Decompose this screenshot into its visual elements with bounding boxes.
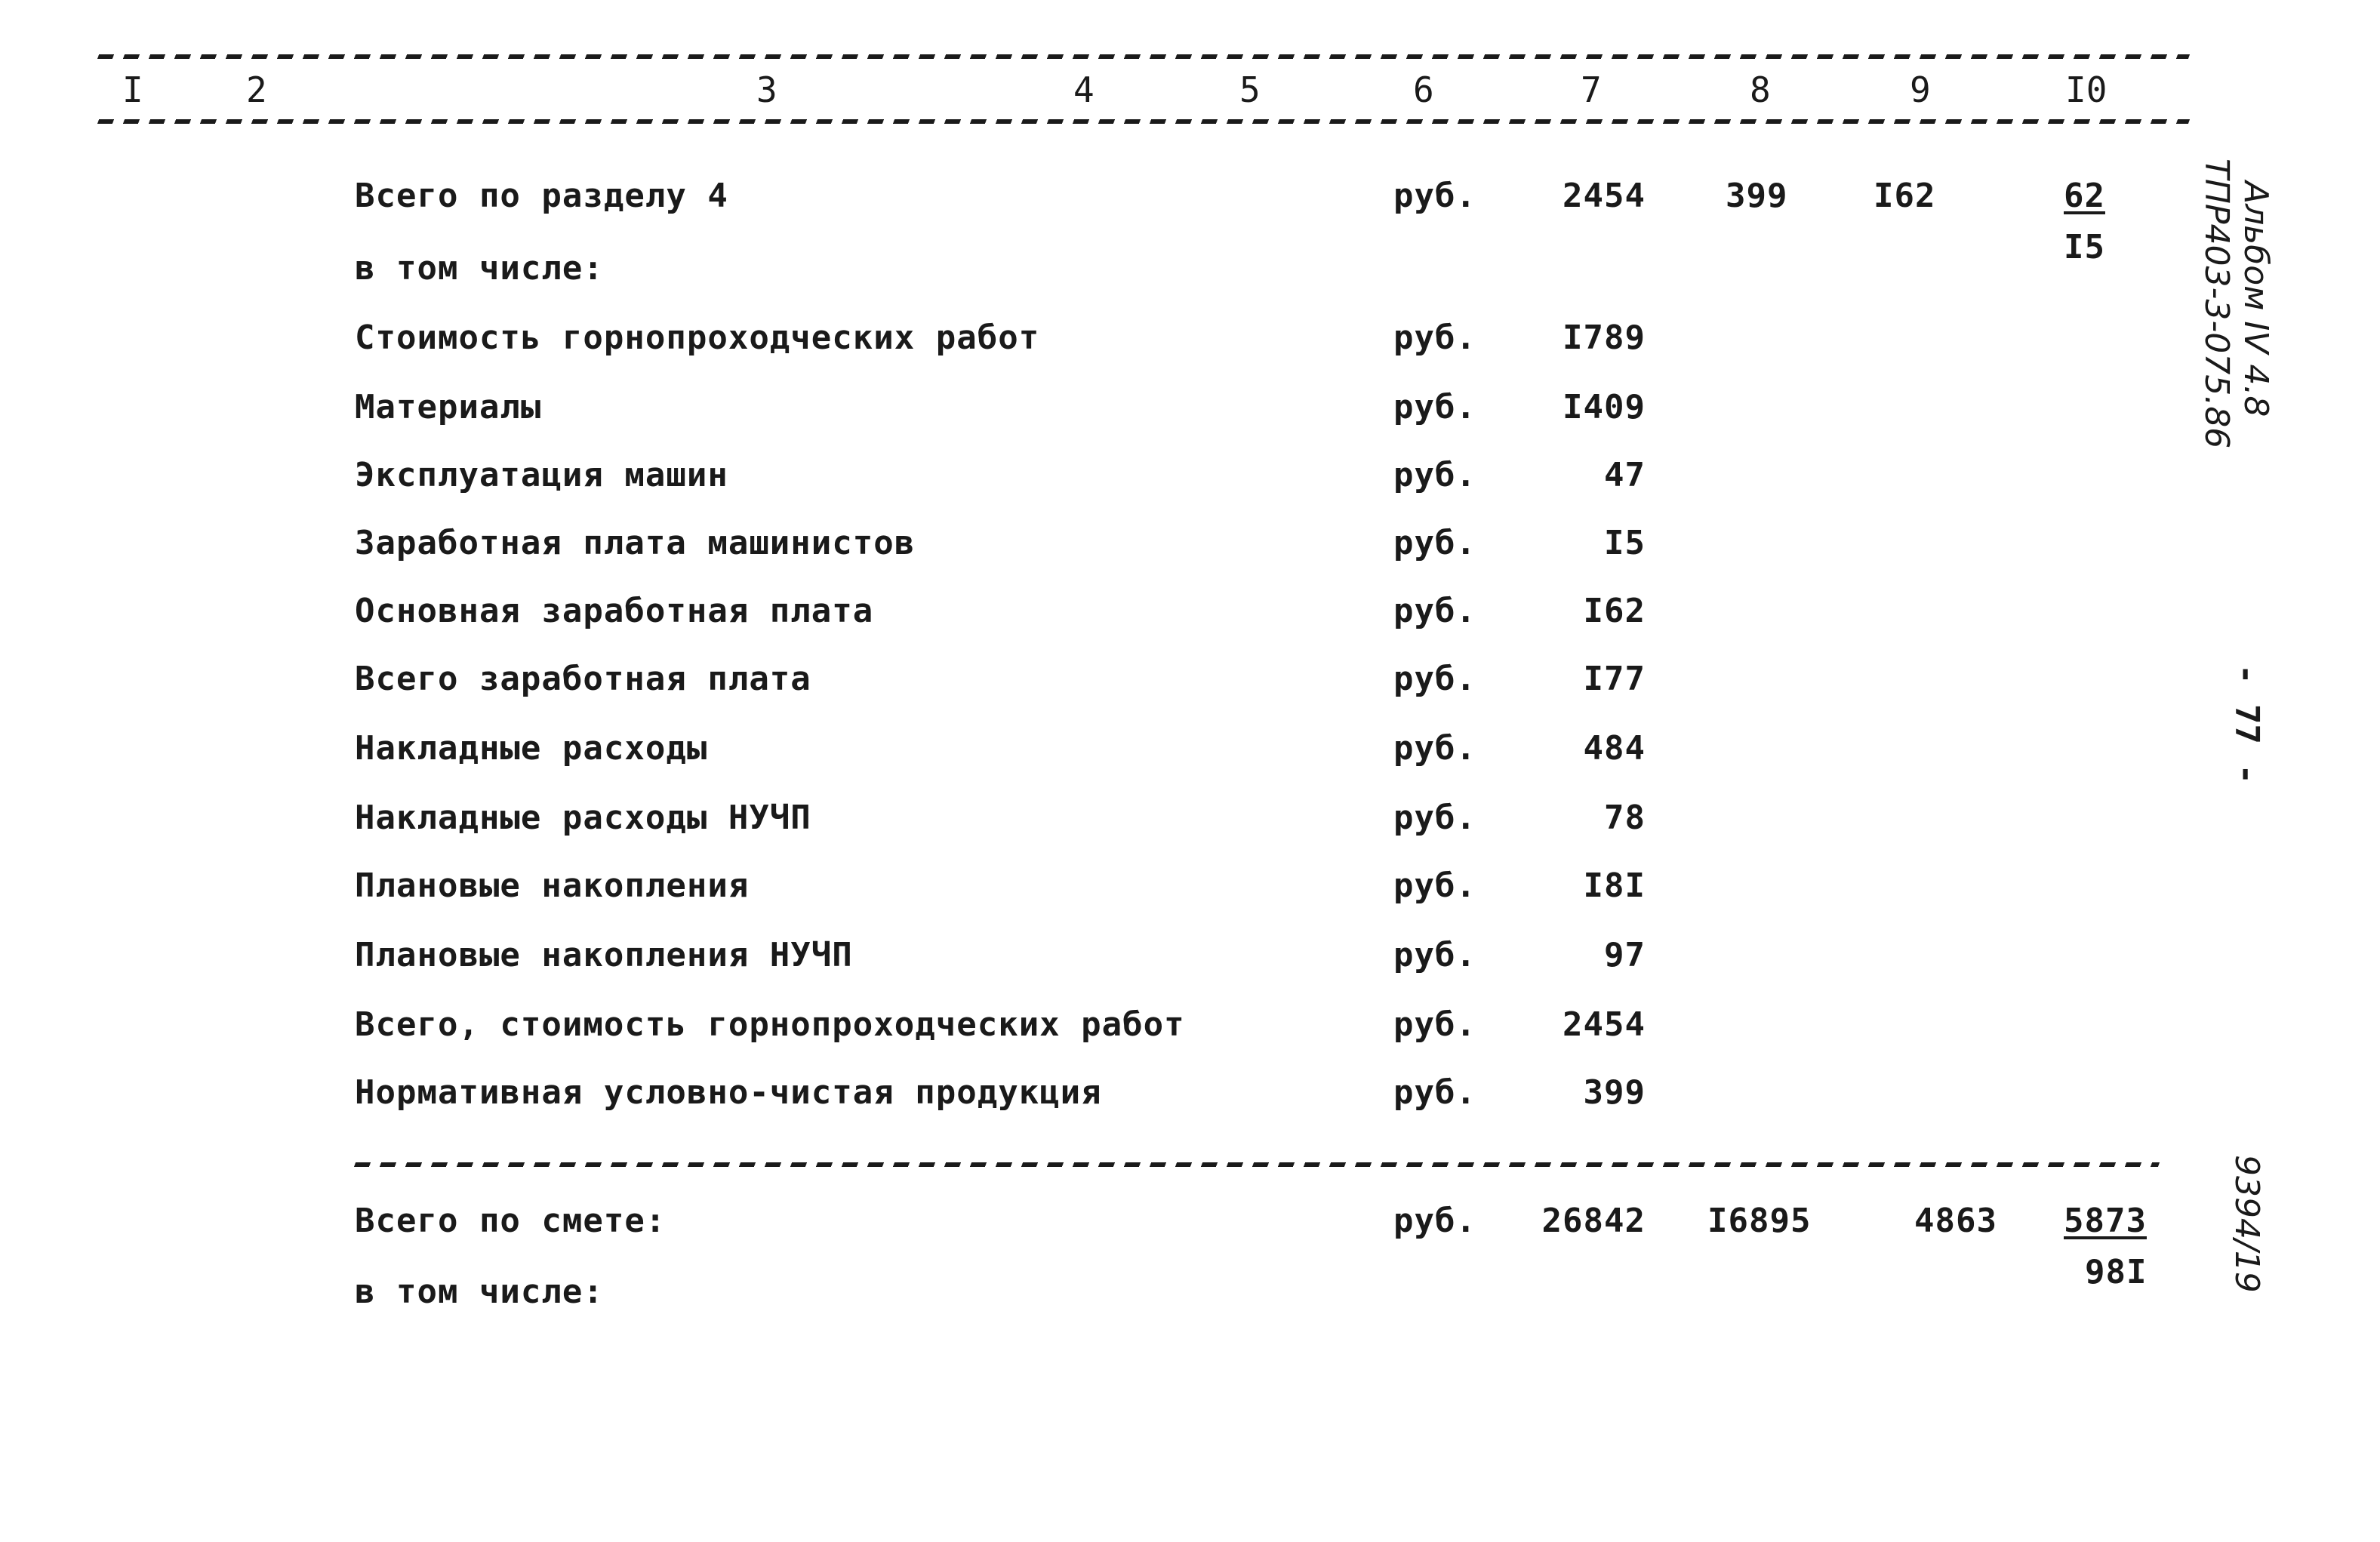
col-header-3: 3 [756, 69, 777, 110]
row-label: Плановые накопления [355, 866, 750, 905]
margin-album-note: Альбом IV 4.8 [2237, 181, 2275, 417]
row-value: 47 [1604, 456, 1646, 494]
estimate-total-col10-top: 5873 [2064, 1202, 2147, 1240]
row-unit: руб. [1393, 1005, 1476, 1044]
section-total-col7: 2454 [1563, 177, 1646, 215]
row-value: I77 [1583, 660, 1646, 698]
col-header-6: 6 [1413, 69, 1434, 110]
estimate-total-col7: 26842 [1541, 1202, 1646, 1240]
row-label: Всего, стоимость горнопроходческих работ [355, 1005, 1185, 1044]
row-unit: руб. [1393, 456, 1476, 494]
col-header-4: 4 [1073, 69, 1095, 110]
section-total-label: Всего по разделу 4 [355, 177, 728, 215]
row-unit: руб. [1393, 524, 1476, 562]
row-label: Заработная плата машинистов [355, 524, 916, 562]
col-header-1: I [122, 69, 143, 110]
estimate-total-col10-bottom: 98I [2085, 1253, 2148, 1291]
estimate-total-label: Всего по смете: [355, 1202, 667, 1240]
col-header-2: 2 [246, 69, 267, 110]
section-total-col8: 399 [1726, 177, 1788, 215]
row-label: Нормативная условно-чистая продукция [355, 1073, 1102, 1112]
row-value: 78 [1604, 799, 1646, 837]
row-unit: руб. [1393, 936, 1476, 974]
including-label: в том числе: [355, 249, 604, 288]
row-value: I62 [1583, 592, 1646, 630]
section-total-col9: I62 [1874, 177, 1936, 215]
col-header-7: 7 [1581, 69, 1602, 110]
section-total-col10-bottom: I5 [2064, 228, 2105, 266]
margin-page-number: - 77 - [2228, 664, 2266, 784]
row-unit: руб. [1393, 592, 1476, 630]
row-unit: руб. [1393, 319, 1476, 357]
including-label-2: в том числе: [355, 1273, 604, 1311]
row-label: Всего заработная плата [355, 660, 811, 698]
total-separator-rule [354, 1162, 2160, 1167]
row-value: I8I [1583, 866, 1646, 905]
col-header-9: 9 [1910, 69, 1931, 110]
row-unit: руб. [1393, 1073, 1476, 1112]
col-header-8: 8 [1750, 69, 1771, 110]
header-top-rule [97, 54, 2190, 59]
row-value: I409 [1563, 388, 1646, 426]
row-label: Накладные расходы НУЧП [355, 799, 811, 837]
row-unit: руб. [1393, 660, 1476, 698]
col-header-10: I0 [2065, 69, 2108, 110]
row-value: 97 [1604, 936, 1646, 974]
section-total-col10-top: 62 [2064, 177, 2105, 215]
row-label: Стоимость горнопроходческих работ [355, 319, 1040, 357]
row-value: I5 [1604, 524, 1646, 562]
row-value: 484 [1583, 729, 1646, 768]
estimate-total-col8: I6895 [1707, 1202, 1812, 1240]
row-value: I789 [1563, 319, 1646, 357]
col-header-5: 5 [1239, 69, 1261, 110]
row-label: Накладные расходы [355, 729, 708, 768]
row-unit: руб. [1393, 729, 1476, 768]
estimate-total-unit: руб. [1393, 1202, 1476, 1240]
row-value: 399 [1583, 1073, 1646, 1112]
section-total-unit: руб. [1393, 177, 1476, 215]
row-unit: руб. [1393, 799, 1476, 837]
row-unit: руб. [1393, 866, 1476, 905]
row-label: Материалы [355, 388, 542, 426]
margin-project-code: ТПР403-3-075.86 [2197, 159, 2236, 449]
margin-inventory-number: 9394/19 [2228, 1155, 2266, 1293]
row-label: Основная заработная плата [355, 592, 874, 630]
header-bottom-rule [97, 119, 2190, 124]
estimate-total-col9: 4863 [1914, 1202, 1997, 1240]
row-unit: руб. [1393, 388, 1476, 426]
row-label: Плановые накопления НУЧП [355, 936, 853, 974]
row-value: 2454 [1563, 1005, 1646, 1044]
row-label: Эксплуатация машин [355, 456, 728, 494]
